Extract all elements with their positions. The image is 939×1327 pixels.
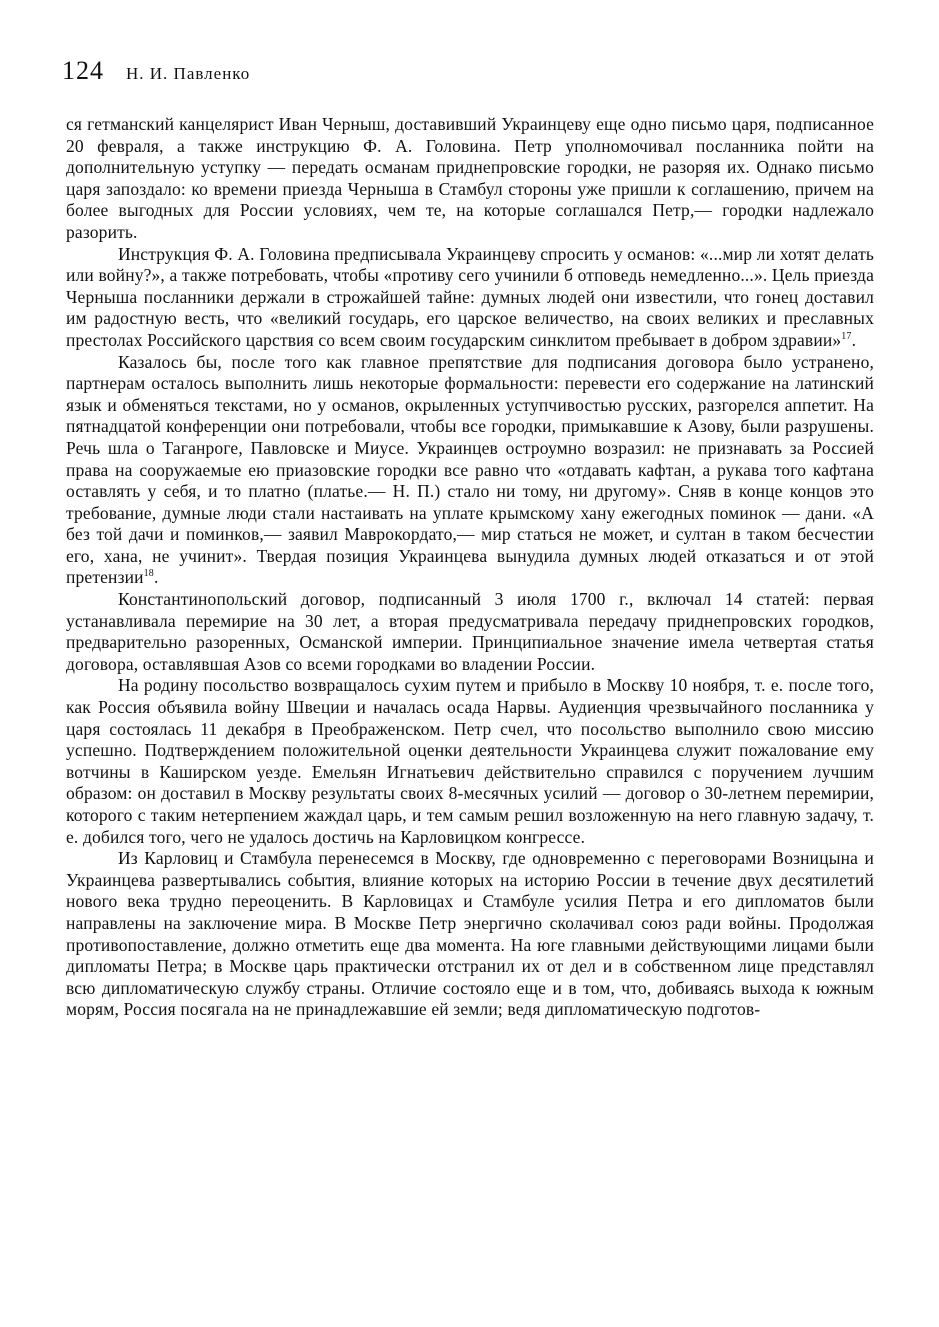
paragraph bbox=[66, 589, 874, 675]
paragraph-text: ся гетманский канцелярист Иван Черныш, доставивший Украинцеву еще одно письмо царя, подписанное 20 февраля, а также инструкцию Ф. А. Головина. Петр уполномочивал посланника пойти на дополнительную уступку — передать османам приднепровские городки, не разоряя их. Однако письмо царя запоздало: ко времени приезда Черныша в Стамбул стороны уже пришли к соглашению, причем на более выгодных для России условиях, чем те, на которые соглашался Петр,— городки надлежало разорить. bbox=[66, 114, 874, 242]
body-text bbox=[66, 114, 874, 1021]
page-number: 124 bbox=[62, 56, 104, 85]
paragraph bbox=[66, 675, 874, 848]
footnote-ref: 17 bbox=[841, 331, 852, 343]
paragraph bbox=[66, 114, 874, 244]
paragraph bbox=[66, 848, 874, 1021]
paragraph-text: На родину посольство возвращалось сухим путем и прибыло в Москву 10 ноября, т. е. после того, как Россия объявила войну Швеции и началась осада Нарвы. Аудиенция чрезвычайного посланника у царя состоялась 11 декабря в Преображенском. Петр счел, что посольство выполнило свою миссию успешно. Подтверждением положительной оценки деятельности Украинцева служит пожалование ему вотчины в Каширском уезде. Емельян Игнатьевич действительно справился с поручением лучшим образом: он доставил в Москву результаты своих 8-месячных усилий — договор о 30-летнем перемирии, которого с таким нетерпением жаждал царь, и тем самым решил возложенную на него главную задачу, т. е. добился того, чего не удалось достичь на Карловицком конгрессе. bbox=[66, 675, 874, 847]
paragraph-text: Инструкция Ф. А. Головина предписывала Украинцеву спросить у османов: «...мир ли хотят делать или войну?», а также потребовать, чтобы «противу сего учинили б отповедь немедленно...». Цель приезда Черныша посланники держали в строжайшей тайне: думных людей они известили, что гонец доставил им радостную весть, что «великий государь, его царское величество, на своих великих и преславных престолах Российского царствия со всем своим государским синклитом пребывает в добром здравии» bbox=[66, 243, 874, 350]
paragraph-text: Казалось бы, после того как главное препятствие для подписания договора было устранено, партнерам осталось выполнить лишь некоторые формальности: перевести его содержание на латинский язык и обменяться текстами, но у османов, окрыленных уступчивостью русских, разгорелся аппетит. На пятнадцатой конференции они потребовали, чтобы все городки, примыкавшие к Азову, были разрушены. Речь шла о Таганроге, Павловске и Миусе. Украинцев остроумно возразил: не признавать за Россией права на сооружаемые ею приазовские городки все равно что «отдавать кафтан, а рукава того кафтана оставлять у себя, и то платно (платье.— Н. П.) стало ни тому, ни другому». Сняв в конце концов это требование, думные люди стали настаивать на уплате крымскому хану ежегодных поминок — дани. «А без той дачи и поминков,— заявил Маврокордато,— мир статься не может, и султан в таком бесчестии его, хана, не учинит». Твердая позиция Украинцева вынудила думных людей отказаться и от этой претензии bbox=[66, 351, 874, 588]
paragraph-text: Константинопольский договор, подписанный 3 июля 1700 г., включал 14 статей: первая устанавливала перемирие на 30 лет, а вторая предусматривала передачу приднепровских городков, предварительно разоренных, Османской империи. Принципиальное значение имела четвертая статья договора, оставлявшая Азов со всеми городками во владении России. bbox=[66, 589, 874, 674]
paragraph-tail: . bbox=[153, 567, 159, 588]
paragraph-text: Из Карловиц и Стамбула перенесемся в Москву, где одновременно с переговорами Возницына и Украинцева развертывались события, влияние которых на историю России в течение двух десятилетий нового века трудно переоценить. В Карловицах и Стамбуле усилия Петра и его дипломатов были направлены на заключение мира. В Москве Петр энергично сколачивал союз ради войны. Продолжая противопоставление, должно отметить еще два момента. На юге главными действующими лицами были дипломаты Петра; в Москве царь практически отстранил их от дел и в собственном лице представлял всю дипломатическую службу страны. Отличие состояло еще и в том, что, добиваясь выхода к южным морям, Россия посягала на не принадлежавшие ей земли; ведя дипломатическую подготов- bbox=[66, 848, 874, 1020]
running-header bbox=[62, 56, 250, 90]
paragraph bbox=[66, 352, 874, 590]
author-running-head: Н. И. Павленко bbox=[126, 64, 251, 83]
footnote-ref: 18 bbox=[143, 568, 154, 580]
paragraph bbox=[66, 244, 874, 352]
paragraph-tail: . bbox=[851, 329, 857, 350]
